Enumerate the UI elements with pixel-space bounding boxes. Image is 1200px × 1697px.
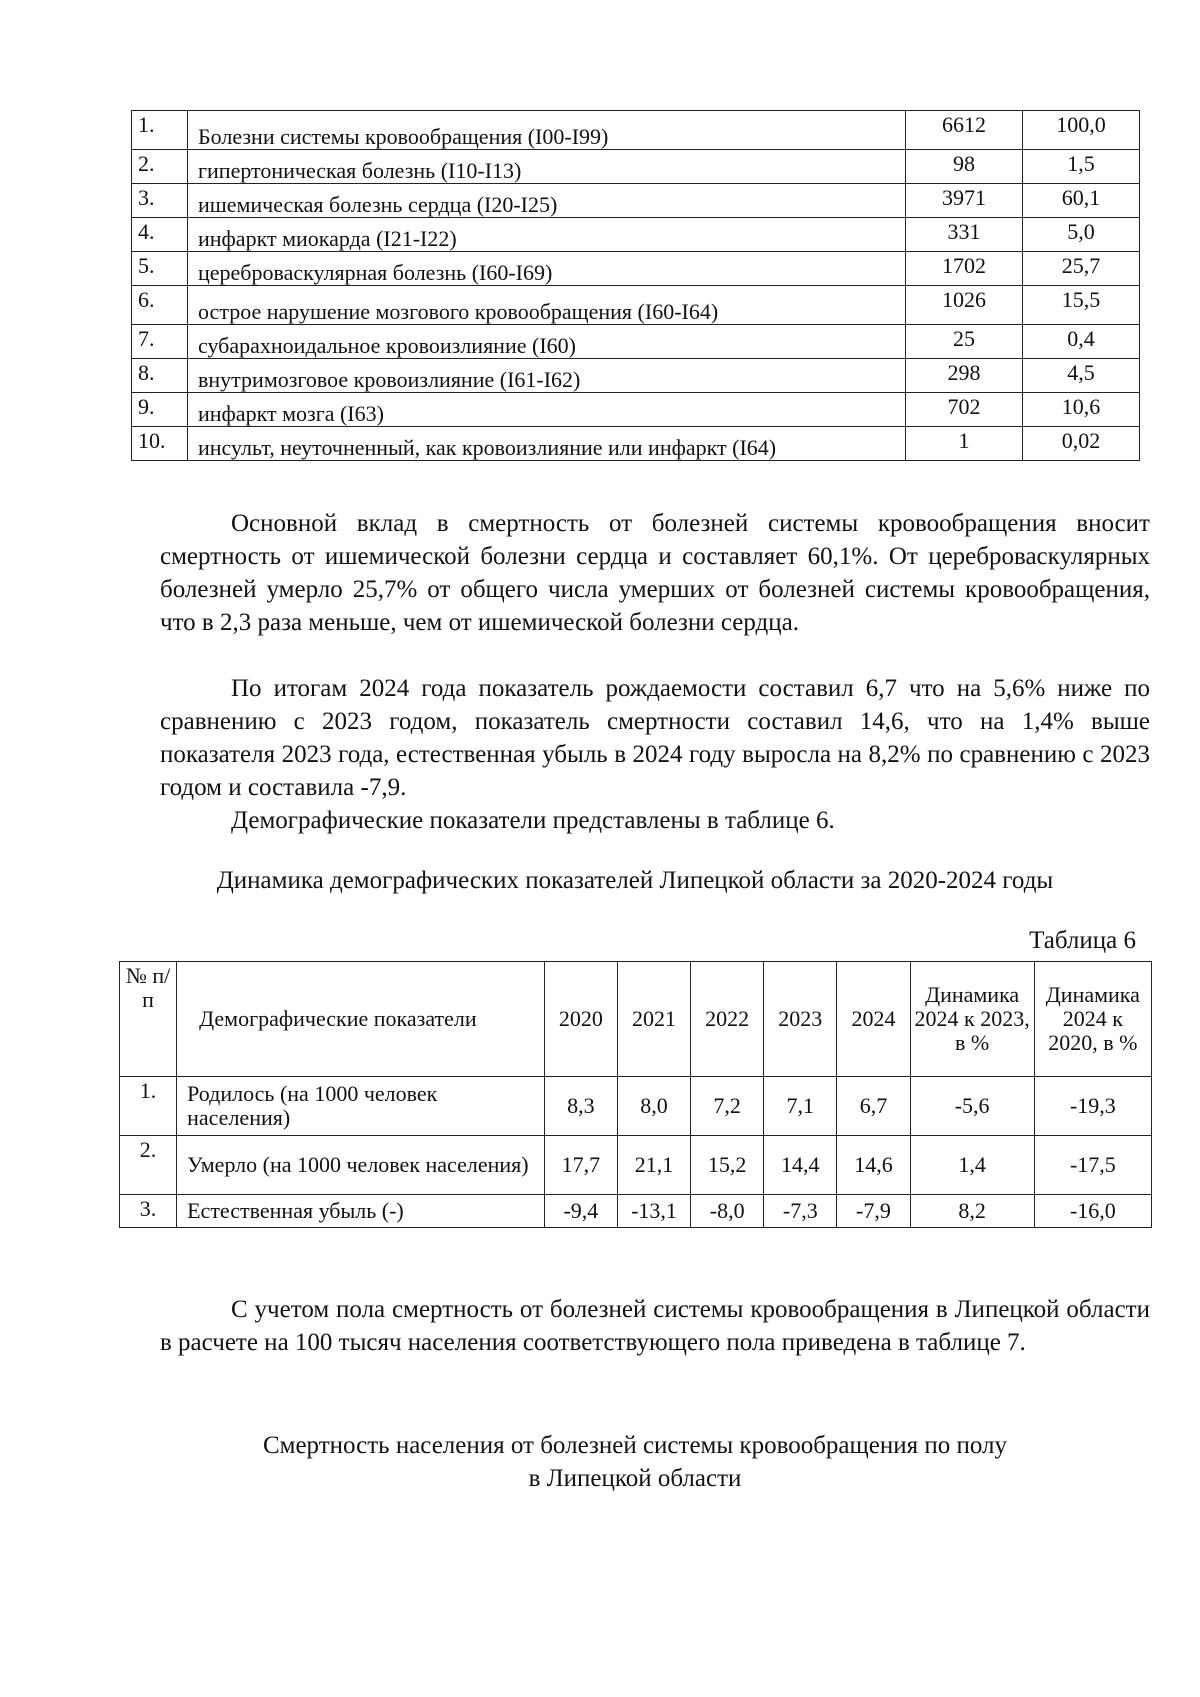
row-percent: 25,7 <box>1023 252 1140 286</box>
table-row <box>132 111 1140 150</box>
paragraph-text: Демографические показатели представлены в таблице 6. <box>231 807 835 834</box>
row-name: гипертоническая болезнь (I10-I13) <box>188 150 906 184</box>
table-row <box>132 218 1140 252</box>
row-count: 3971 <box>906 184 1023 218</box>
row-name: Болезни системы кровообращения (I00-I99) <box>188 111 906 150</box>
cell-2022: 7,2 <box>691 1077 764 1136</box>
table-row <box>132 286 1140 325</box>
cell-2020: 8,3 <box>544 1077 617 1136</box>
row-name: инфаркт миокарда (I21-I22) <box>188 218 906 252</box>
row-number: 2. <box>132 150 188 184</box>
row-name: острое нарушение мозгового кровообращения (I60-I64) <box>188 286 906 325</box>
row-name: Умерло (на 1000 человек населения) <box>177 1136 545 1195</box>
header-name: Демографические показатели <box>177 962 545 1077</box>
table6-caption: Динамика демографических показателей Липецкой области за 2020-2024 годы <box>216 867 1054 894</box>
row-percent: 1,5 <box>1023 150 1140 184</box>
table7-caption <box>130 1429 1140 1495</box>
header-num: № п/п <box>120 962 177 1077</box>
table-row <box>120 1136 1152 1195</box>
row-percent: 15,5 <box>1023 286 1140 325</box>
row-count: 1026 <box>906 286 1023 325</box>
paragraph-table6-ref <box>160 804 1150 837</box>
cell-dynamics-2023: -5,6 <box>910 1077 1034 1136</box>
row-number: 2. <box>120 1136 177 1195</box>
row-percent: 10,6 <box>1023 393 1140 427</box>
header-dynamics-2023: Динамика 2024 к 2023, в % <box>910 962 1034 1077</box>
table-header-row <box>120 962 1152 1077</box>
table-row <box>132 427 1140 461</box>
row-number: 3. <box>120 1195 177 1228</box>
row-name: Родилось (на 1000 человек населения) <box>177 1077 545 1136</box>
header-2023: 2023 <box>764 962 837 1077</box>
row-percent: 4,5 <box>1023 359 1140 393</box>
cell-2023: -7,3 <box>764 1195 837 1228</box>
table-row <box>132 325 1140 359</box>
cell-2021: -13,1 <box>617 1195 690 1228</box>
row-number: 1. <box>120 1077 177 1136</box>
table-row <box>132 184 1140 218</box>
table-row <box>132 150 1140 184</box>
row-count: 98 <box>906 150 1023 184</box>
paragraph-text: По итогам 2024 года показатель рождаемости составил 6,7 что на 5,6% ниже по сравнению с 2023 годом, показатель смертности составил 14,6, что на 1,4% выше показателя 2023 года, естественная убыль в 2024 году выросла на 8,2% по сравнению с 2023 годом и составила -7,9. <box>160 675 1150 801</box>
table6-label: Таблица 6 <box>1029 927 1136 954</box>
row-percent: 60,1 <box>1023 184 1140 218</box>
row-name: субарахноидальное кровоизлияние (I60) <box>188 325 906 359</box>
row-number: 5. <box>132 252 188 286</box>
row-number: 8. <box>132 359 188 393</box>
table7-caption-line2: в Липецкой области <box>528 1465 742 1492</box>
table-row <box>132 393 1140 427</box>
header-dynamics-2020: Динамика 2024 к 2020, в % <box>1034 962 1151 1077</box>
cell-2020: -9,4 <box>544 1195 617 1228</box>
header-2022: 2022 <box>691 962 764 1077</box>
cell-2020: 17,7 <box>544 1136 617 1195</box>
row-count: 25 <box>906 325 1023 359</box>
cell-2021: 21,1 <box>617 1136 690 1195</box>
row-percent: 100,0 <box>1023 111 1140 150</box>
row-count: 6612 <box>906 111 1023 150</box>
cell-2023: 14,4 <box>764 1136 837 1195</box>
cell-2024: 14,6 <box>837 1136 910 1195</box>
cell-2021: 8,0 <box>617 1077 690 1136</box>
row-name: инфаркт мозга (I63) <box>188 393 906 427</box>
row-number: 3. <box>132 184 188 218</box>
table7-caption-line1: Смертность населения от болезней системы кровообращения по полу <box>262 1432 1008 1459</box>
cell-dynamics-2020: -19,3 <box>1034 1077 1151 1136</box>
cell-2024: -7,9 <box>837 1195 910 1228</box>
row-count: 298 <box>906 359 1023 393</box>
row-number: 1. <box>132 111 188 150</box>
header-2020: 2020 <box>544 962 617 1077</box>
paragraph-text: С учетом пола смертность от болезней системы кровообращения в Липецкой области в расчете на 100 тысяч населения соответствующего пола приведена в таблице 7. <box>160 1296 1150 1356</box>
cell-dynamics-2020: -16,0 <box>1034 1195 1151 1228</box>
row-number: 4. <box>132 218 188 252</box>
row-number: 9. <box>132 393 188 427</box>
header-2024: 2024 <box>837 962 910 1077</box>
row-count: 702 <box>906 393 1023 427</box>
paragraph-main-contribution <box>160 507 1150 639</box>
header-2021: 2021 <box>617 962 690 1077</box>
row-name: ишемическая болезнь сердца (I20-I25) <box>188 184 906 218</box>
row-percent: 0,4 <box>1023 325 1140 359</box>
cell-2022: 15,2 <box>691 1136 764 1195</box>
row-percent: 0,02 <box>1023 427 1140 461</box>
row-name: Естественная убыль (-) <box>177 1195 545 1228</box>
table-row <box>120 1077 1152 1136</box>
row-name: цереброваскулярная болезнь (I60-I69) <box>188 252 906 286</box>
cell-2024: 6,7 <box>837 1077 910 1136</box>
row-count: 1702 <box>906 252 1023 286</box>
paragraph-gender-mortality <box>160 1293 1150 1359</box>
demographic-table <box>119 961 1152 1228</box>
table-row <box>132 359 1140 393</box>
row-percent: 5,0 <box>1023 218 1140 252</box>
paragraph-text: Основной вклад в смертность от болезней системы кровообращения вносит смертность от ишемической болезни сердца и составляет 60,1%. От цереброваскулярных болезней умерло 25,7% от общего числа умерших от болезней системы кровообращения, что в 2,3 раза меньше, чем от ишемической болезни сердца. <box>160 510 1150 636</box>
cell-dynamics-2023: 8,2 <box>910 1195 1034 1228</box>
row-count: 1 <box>906 427 1023 461</box>
row-number: 7. <box>132 325 188 359</box>
row-count: 331 <box>906 218 1023 252</box>
table-row <box>120 1195 1152 1228</box>
cell-dynamics-2020: -17,5 <box>1034 1136 1151 1195</box>
circulatory-mortality-table <box>131 110 1140 461</box>
paragraph-2024-results <box>160 672 1150 804</box>
cell-dynamics-2023: 1,4 <box>910 1136 1034 1195</box>
row-number: 10. <box>132 427 188 461</box>
row-name: инсульт, неуточненный, как кровоизлияние или инфаркт (I64) <box>188 427 906 461</box>
cell-2022: -8,0 <box>691 1195 764 1228</box>
row-number: 6. <box>132 286 188 325</box>
row-name: внутримозговое кровоизлияние (I61-I62) <box>188 359 906 393</box>
cell-2023: 7,1 <box>764 1077 837 1136</box>
table-row <box>132 252 1140 286</box>
